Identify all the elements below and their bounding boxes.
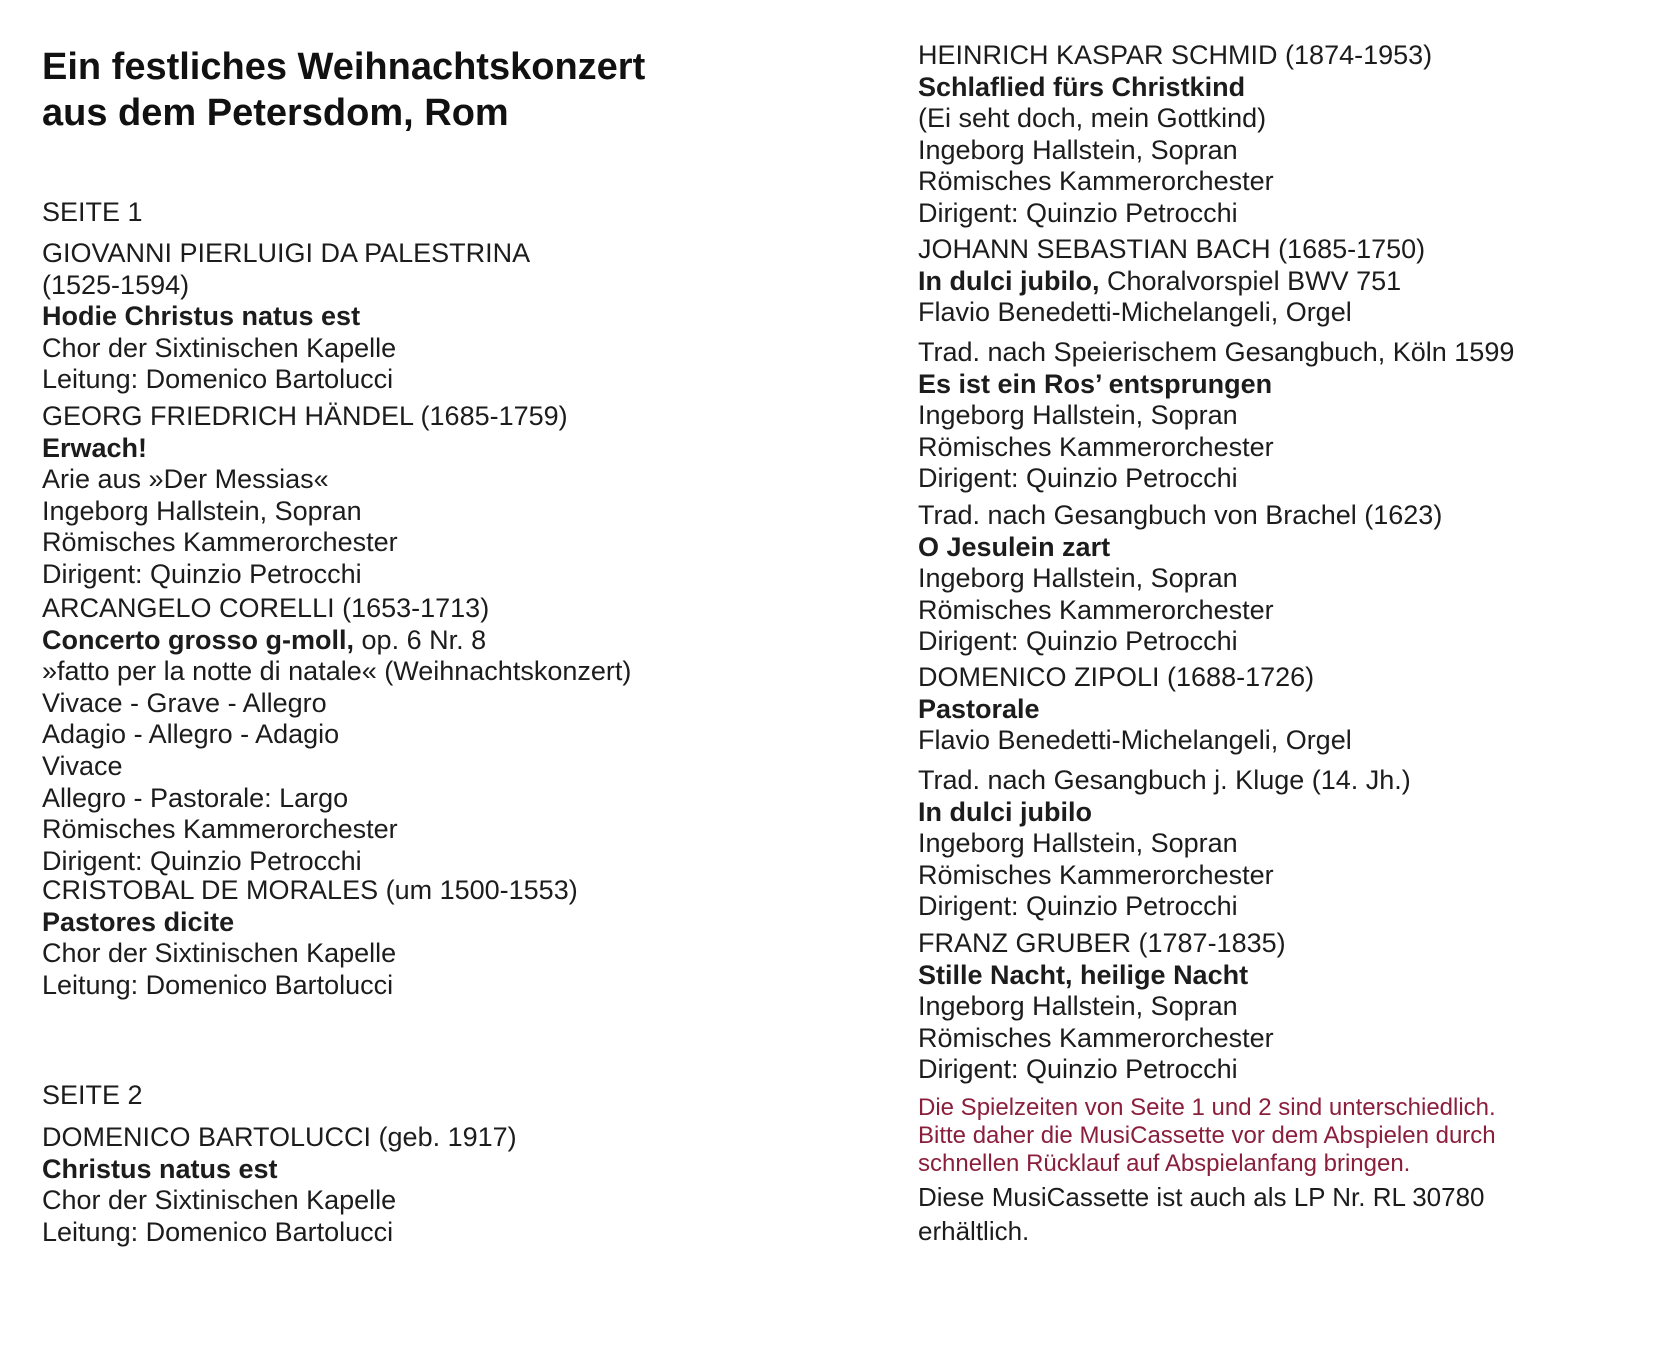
track-entry [918, 40, 1432, 230]
track-info-text: Arie aus »Der Messias« [42, 464, 329, 495]
track-info-line [42, 270, 530, 302]
track-title-text: Schlaflied fürs Christkind [918, 71, 1246, 102]
track-title-suffix: op. 6 Nr. 8 [354, 624, 487, 655]
track-info-text: (1525-1594) [42, 269, 190, 300]
notice-line: schnellen Rücklauf auf Abspielanfang bringen. [918, 1150, 1411, 1177]
track-info-line [918, 891, 1411, 923]
track-info-line [42, 1217, 517, 1249]
track-info-line [42, 238, 530, 270]
track-info-text: Vivace - Grave - Allegro [42, 687, 327, 718]
track-info-text: Ingeborg Hallstein, Sopran [918, 828, 1238, 859]
track-info-text: Ingeborg Hallstein, Sopran [918, 991, 1238, 1022]
track-info-line [42, 970, 578, 1002]
track-info-line [918, 725, 1352, 757]
track-title [918, 694, 1352, 726]
track-info-line [42, 751, 631, 783]
track-entry [918, 234, 1425, 329]
track-info-line [42, 496, 568, 528]
track-info-line [918, 991, 1286, 1023]
track-title [42, 625, 631, 657]
track-info-text: GIOVANNI PIERLUIGI DA PALESTRINA [42, 238, 531, 268]
track-title-text: Stille Nacht, heilige Nacht [918, 959, 1249, 990]
playtime-notice [918, 1094, 1496, 1178]
track-entry [42, 401, 568, 591]
track-title-text: In dulci jubilo, [918, 265, 1100, 296]
track-info-line [918, 400, 1514, 432]
track-info-line [918, 626, 1442, 658]
track-entry [42, 1122, 517, 1248]
track-entry [918, 928, 1286, 1086]
track-title-text: Es ist ein Ros’ entsprungen [918, 368, 1273, 399]
track-info-text: Chor der Sixtinischen Kapelle [42, 1185, 397, 1216]
track-title [918, 797, 1411, 829]
track-info-text: Römisches Kammerorchester [918, 594, 1274, 625]
track-info-line [918, 1054, 1286, 1086]
track-info-text: JOHANN SEBASTIAN BACH (1685-1750) [918, 234, 1426, 264]
track-info-text: Römisches Kammerorchester [42, 814, 398, 845]
track-info-line [918, 1023, 1286, 1055]
track-title-text: Pastorale [918, 693, 1040, 724]
track-title-text: Christus natus est [42, 1153, 278, 1184]
track-title [42, 433, 568, 465]
track-info-text: Dirigent: Quinzio Petrocchi [42, 845, 362, 876]
track-info-line [918, 297, 1425, 329]
track-info-text: Trad. nach Gesangbuch von Brachel (1623) [918, 500, 1443, 530]
track-entry [918, 765, 1411, 923]
track-info-line [42, 527, 568, 559]
track-info-text: Römisches Kammerorchester [918, 1022, 1274, 1053]
track-entry [918, 662, 1352, 757]
track-title-text: O Jesulein zart [918, 531, 1111, 562]
track-info-text: Römisches Kammerorchester [918, 859, 1274, 890]
track-info-text: DOMENICO ZIPOLI (1688-1726) [918, 662, 1315, 692]
track-info-text: Allegro - Pastorale: Largo [42, 782, 349, 813]
side-1-label: SEITE 1 [42, 197, 143, 227]
track-info-text: Ingeborg Hallstein, Sopran [918, 400, 1238, 431]
track-info-text: Chor der Sixtinischen Kapelle [42, 332, 397, 363]
track-info-text: Flavio Benedetti-Michelangeli, Orgel [918, 725, 1352, 756]
availability-note [918, 1180, 1485, 1248]
track-info-text: Adagio - Allegro - Adagio [42, 719, 340, 750]
track-info-text: Ingeborg Hallstein, Sopran [918, 563, 1238, 594]
track-info-text: Trad. nach Gesangbuch j. Kluge (14. Jh.) [918, 765, 1411, 795]
track-info-line [918, 765, 1411, 797]
track-title [918, 532, 1442, 564]
notice-line: Bitte daher die MusiCassette vor dem Abspielen durch [918, 1122, 1496, 1149]
track-info-line [42, 333, 530, 365]
track-info-line [42, 401, 568, 433]
track-info-line [42, 875, 578, 907]
page-title [42, 44, 645, 136]
track-info-text: DOMENICO BARTOLUCCI (geb. 1917) [42, 1122, 517, 1152]
track-info-text: Flavio Benedetti-Michelangeli, Orgel [918, 297, 1352, 328]
track-title [918, 266, 1425, 298]
track-info-line [918, 198, 1432, 230]
track-info-line [918, 928, 1286, 960]
track-info-text: Dirigent: Quinzio Petrocchi [918, 197, 1238, 228]
track-info-line [42, 464, 568, 496]
track-title-suffix: Choralvorspiel BWV 751 [1099, 265, 1402, 296]
track-info-text: »fatto per la notte di natale« (Weihnachtskonzert) [42, 656, 632, 687]
track-info-line [918, 432, 1514, 464]
track-info-line [42, 656, 631, 688]
track-info-line [918, 860, 1411, 892]
track-info-line [42, 938, 578, 970]
track-info-line [918, 234, 1425, 266]
track-info-text: Dirigent: Quinzio Petrocchi [42, 558, 362, 589]
track-info-line [918, 103, 1432, 135]
track-info-line [918, 463, 1514, 495]
availability-line: erhältlich. [918, 1216, 1030, 1246]
track-info-text: Römisches Kammerorchester [42, 527, 398, 558]
track-info-line [918, 337, 1514, 369]
track-info-line [42, 846, 631, 878]
title-line-1: Ein festliches Weihnachtskonzert [42, 46, 646, 88]
availability-line: Diese MusiCassette ist auch als LP Nr. RL 30780 [918, 1182, 1485, 1212]
track-title [42, 907, 578, 939]
track-info-text: Chor der Sixtinischen Kapelle [42, 938, 397, 969]
track-info-text: Dirigent: Quinzio Petrocchi [918, 463, 1238, 494]
track-info-text: Römisches Kammerorchester [918, 431, 1274, 462]
title-line-2: aus dem Petersdom, Rom [42, 92, 509, 134]
track-info-line [42, 559, 568, 591]
track-info-text: (Ei seht doch, mein Gottkind) [918, 103, 1267, 134]
track-entry [42, 238, 530, 396]
track-entry [918, 500, 1442, 658]
track-info-text: Ingeborg Hallstein, Sopran [42, 495, 362, 526]
track-info-line [918, 828, 1411, 860]
track-title [918, 960, 1286, 992]
track-entry [42, 875, 578, 1001]
track-info-text: Leitung: Domenico Bartolucci [42, 969, 394, 1000]
track-title-text: Concerto grosso g-moll, [42, 624, 355, 655]
track-info-text: Dirigent: Quinzio Petrocchi [918, 1054, 1238, 1085]
track-info-text: Dirigent: Quinzio Petrocchi [918, 626, 1238, 657]
track-info-line [918, 500, 1442, 532]
track-title [918, 369, 1514, 401]
track-info-text: Dirigent: Quinzio Petrocchi [918, 891, 1238, 922]
track-info-line [42, 1122, 517, 1154]
track-info-line [42, 1185, 517, 1217]
track-info-text: Trad. nach Speierischem Gesangbuch, Köln 1599 [918, 337, 1515, 367]
track-info-text: Vivace [42, 750, 123, 781]
track-info-text: FRANZ GRUBER (1787-1835) [918, 928, 1286, 958]
track-info-line [42, 783, 631, 815]
track-info-text: Ingeborg Hallstein, Sopran [918, 134, 1238, 165]
track-info-line [918, 563, 1442, 595]
track-info-text: ARCANGELO CORELLI (1653-1713) [42, 593, 490, 623]
side-2-label: SEITE 2 [42, 1080, 143, 1110]
track-title [42, 1154, 517, 1186]
track-title-text: Pastores dicite [42, 906, 235, 937]
track-info-line [918, 40, 1432, 72]
track-info-text: HEINRICH KASPAR SCHMID (1874-1953) [918, 40, 1433, 70]
track-info-line [918, 166, 1432, 198]
track-title-text: Erwach! [42, 432, 148, 463]
track-info-line [918, 135, 1432, 167]
track-info-line [918, 662, 1352, 694]
track-info-text: Leitung: Domenico Bartolucci [42, 1216, 394, 1247]
track-info-line [42, 688, 631, 720]
track-title-text: Hodie Christus natus est [42, 301, 361, 332]
track-info-text: GEORG FRIEDRICH HÄNDEL (1685-1759) [42, 401, 568, 431]
track-info-line [42, 814, 631, 846]
track-entry [918, 337, 1514, 495]
track-info-text: CRISTOBAL DE MORALES (um 1500-1553) [42, 875, 578, 905]
track-title [918, 72, 1432, 104]
track-info-line [42, 719, 631, 751]
track-info-text: Leitung: Domenico Bartolucci [42, 364, 394, 395]
track-info-line [918, 595, 1442, 627]
track-info-text: Römisches Kammerorchester [918, 166, 1274, 197]
track-title [42, 301, 530, 333]
track-info-line [42, 593, 631, 625]
track-info-line [42, 364, 530, 396]
track-entry [42, 593, 631, 877]
track-title-text: In dulci jubilo [918, 796, 1092, 827]
notice-line: Die Spielzeiten von Seite 1 und 2 sind unterschiedlich. [918, 1094, 1496, 1121]
